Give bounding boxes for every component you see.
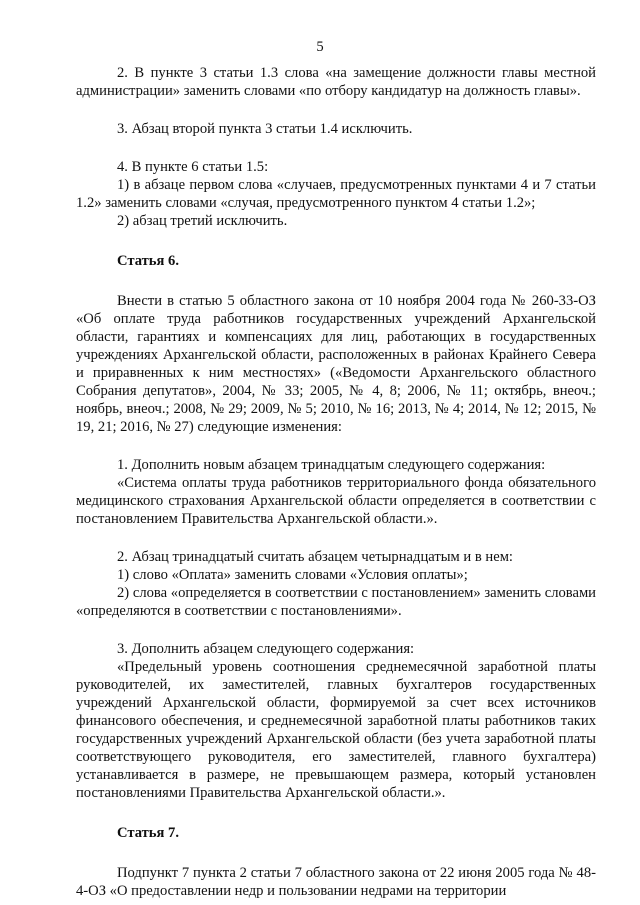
article-6-heading: Статья 6. xyxy=(117,253,179,269)
paragraph-art5-item3: 3. Абзац второй пункта 3 статьи 1.4 исключить. xyxy=(117,121,413,137)
paragraph-art6-item3: 3. Дополнить абзацем следующего содержания: xyxy=(117,641,415,657)
paragraph-art6-item2: 2. Абзац тринадцатый считать абзацем четырнадцатым и в нем: xyxy=(117,549,513,565)
paragraph-art7-intro: Подпункт 7 пункта 2 статьи 7 областного закона от 22 июня 2005 года № 48-4-ОЗ «О предоставлении недр и пользовании недрами на территории xyxy=(76,865,596,899)
paragraph-art5-item2: 2. В пункте 3 статьи 1.3 слова «на замещение должности главы местной администрации» заменить словами «по отбору кандидатур на должность главы». xyxy=(76,65,596,99)
document-body xyxy=(76,64,596,900)
paragraph-art6-item1-quote: «Система оплаты труда работников территориального фонда обязательного медицинского страхования Архангельской области определяется в соответствии с постановлением Правительства Архангельской области.». xyxy=(76,475,596,527)
paragraph-art5-item4: 4. В пункте 6 статьи 1.5: xyxy=(117,159,269,175)
paragraph-art6-intro: Внести в статью 5 областного закона от 10 ноября 2004 года № 260-33-ОЗ «Об оплате труда работников государственных учреждений Архангельской области, гарантиях и компенсациях для лиц, работающих в государственных учреждениях Архангельской области, расположенных в районах Крайнего Севера и приравненных к ним местностях» («Ведомости Архангельского областного Собрания депутатов», 2004, № 33; 2005, № 4, 8; 2006, № 11; октябрь, внеоч.; ноябрь, внеоч.; 2008, № 29; 2009, № 5; 2010, № 16; 2013, № 4; 2014, № 12; 2015, № 19, 21; 2016, № 27) следующие изменения: xyxy=(76,293,596,435)
paragraph-art6-item1: 1. Дополнить новым абзацем тринадцатым следующего содержания: xyxy=(117,457,546,473)
paragraph-art5-item4-sub2: 2) абзац третий исключить. xyxy=(117,213,288,229)
page-number: 5 xyxy=(316,39,324,55)
paragraph-art6-item3-quote: «Предельный уровень соотношения среднемесячной заработной платы руководителей, их заместителей, главных бухгалтеров государственных учреждений Архангельской области, формируемой за счет всех источников финансового обеспечения, и среднемесячной заработной платы работников таких государственных учреждений Архангельской области (без учета заработной платы соответствующего руководителя, его заместителей, главного бухгалтера) устанавливается в размере, не превышающем размера, который установлен постановлениями Правительства Архангельской области.». xyxy=(76,659,596,801)
article-7-heading: Статья 7. xyxy=(117,825,179,841)
paragraph-art6-item2-sub1: 1) слово «Оплата» заменить словами «Условия оплаты»; xyxy=(117,567,468,583)
paragraph-art5-item4-sub1: 1) в абзаце первом слова «случаев, предусмотренных пунктами 4 и 7 статьи 1.2» заменить словами «случая, предусмотренного пунктом 4 статьи 1.2»; xyxy=(76,177,596,211)
paragraph-art6-item2-sub2: 2) слова «определяется в соответствии с постановлением» заменить словами «определяются в соответствии с постановлениями». xyxy=(76,585,596,619)
